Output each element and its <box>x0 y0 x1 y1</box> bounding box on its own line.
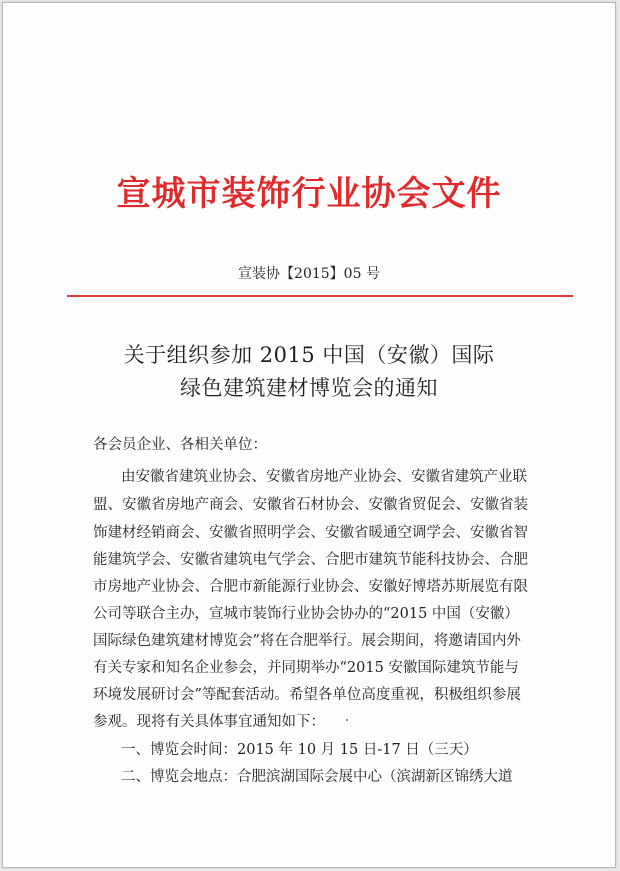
document-page <box>2 2 616 868</box>
scan-speck <box>346 719 348 721</box>
body-line: 参观。现将有关具体事宜通知如下： <box>93 714 325 730</box>
notice-title-line-2: 绿色建筑建材博览会的通知 <box>180 376 438 400</box>
body-line: 市房地产业协会、合肥市新能源行业协会、安徽好博塔苏斯展览有限 <box>93 579 528 595</box>
body-line: 一、博览会时间：2015 年 10 月 15 日-17 日（三天） <box>121 742 478 758</box>
body-line: 盟、安徽省房地产商会、安徽省石材协会、安徽省贸促会、安徽省装 <box>93 497 528 513</box>
body-line: 国际绿色建筑建材博览会”将在合肥举行。展会期间，将邀请国内外 <box>93 633 521 649</box>
body-line: 有关专家和知名企业参会，并同期举办“2015 安徽国际建筑节能与 <box>93 660 519 676</box>
notice-title-line-1: 关于组织参加 2015 中国（安徽）国际 <box>123 343 495 367</box>
salutation: 各会员企业、各相关单位： <box>93 437 267 453</box>
body-line: 饰建材经销商会、安徽省照明学会、安徽省暖通空调学会、安徽省智 <box>93 525 528 541</box>
body-line: 公司等联合主办，宣城市装饰行业协会协办的“2015 中国（安徽） <box>93 606 519 622</box>
body-line: 二、博览会地点：合肥滨湖国际会展中心（滨湖新区锦绣大道 <box>121 769 513 785</box>
red-divider <box>67 295 573 297</box>
body-line: 能建筑学会、安徽省建筑电气学会、合肥市建筑节能科技协会、合肥 <box>93 552 528 568</box>
body-line: 由安徽省建筑业协会、安徽省房地产业协会、安徽省建筑产业联 <box>121 469 527 485</box>
document-number: 宣装协【2015】05 号 <box>238 266 380 282</box>
document-header: 宣城市装饰行业协会文件 <box>116 174 502 214</box>
body-line: 环境发展研讨会”等配套活动。希望各单位高度重视，积极组织参展 <box>93 687 521 703</box>
